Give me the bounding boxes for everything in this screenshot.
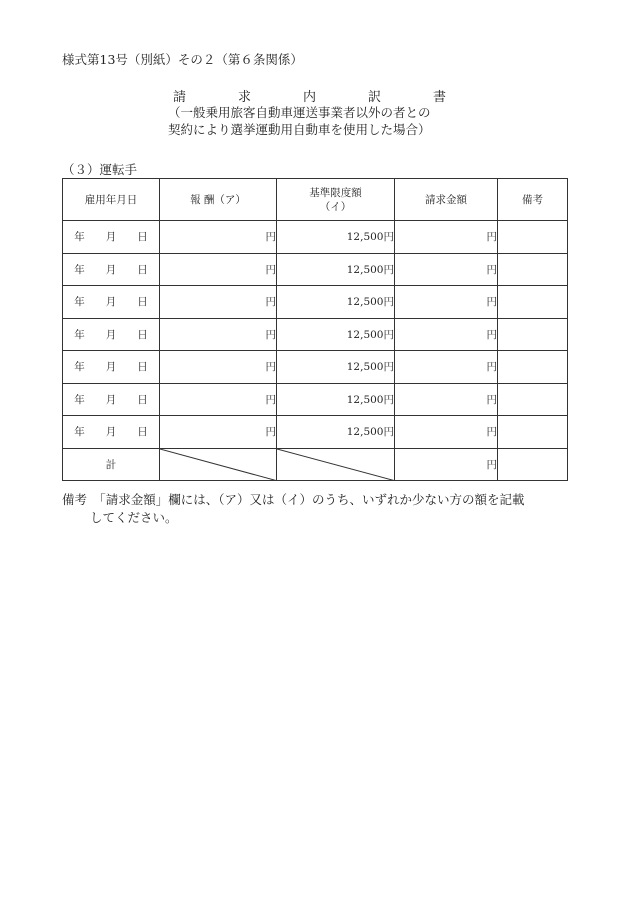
total-claim[interactable]: 円 [395, 448, 498, 481]
total-remarks[interactable] [498, 448, 568, 481]
total-remuneration-crossed-cell [160, 448, 277, 481]
cell-claim[interactable]: 円 [395, 221, 498, 254]
total-base-limit-crossed-cell [277, 448, 395, 481]
header-employment-date: 雇用年月日 [63, 179, 160, 221]
document-subtitle [168, 104, 431, 138]
cell-claim[interactable]: 円 [395, 286, 498, 319]
cell-base-limit: 12,500円 [277, 221, 395, 254]
total-label: 計 [63, 448, 160, 481]
cell-claim[interactable]: 円 [395, 416, 498, 449]
cell-date[interactable]: 年 月 日 [63, 351, 160, 384]
cell-remarks[interactable] [498, 416, 568, 449]
cell-remuneration[interactable]: 円 [160, 318, 277, 351]
cell-remarks[interactable] [498, 383, 568, 416]
table-row [63, 383, 568, 416]
table-row [63, 416, 568, 449]
footnote-line-1: 備考 「請求金額」欄には、（ア）又は（イ）のうち、いずれか少ない方の額を記載 [62, 492, 525, 507]
diagonal-strike [160, 449, 276, 481]
form-number: 様式第13号（別紙）その２（第６条関係） [62, 52, 303, 67]
cell-date[interactable]: 年 月 日 [63, 383, 160, 416]
cell-remuneration[interactable]: 円 [160, 351, 277, 384]
cell-remuneration[interactable]: 円 [160, 221, 277, 254]
document-title: 請 求 内 訳 書 [173, 90, 447, 105]
cell-remuneration[interactable]: 円 [160, 383, 277, 416]
cell-remuneration[interactable]: 円 [160, 286, 277, 319]
table-row [63, 318, 568, 351]
cell-remuneration[interactable]: 円 [160, 416, 277, 449]
cell-remuneration[interactable]: 円 [160, 253, 277, 286]
cell-date[interactable]: 年 月 日 [63, 253, 160, 286]
cell-base-limit: 12,500円 [277, 253, 395, 286]
header-base-limit [277, 179, 395, 221]
cell-remarks[interactable] [498, 351, 568, 384]
header-remarks: 備考 [498, 179, 568, 221]
header-base-limit-line-1: 基準限度額 [309, 186, 362, 199]
cell-claim[interactable]: 円 [395, 383, 498, 416]
cell-claim[interactable]: 円 [395, 253, 498, 286]
table-row [63, 253, 568, 286]
cell-date[interactable]: 年 月 日 [63, 318, 160, 351]
cell-date[interactable]: 年 月 日 [63, 416, 160, 449]
subtitle-line-1: （一般乗用旅客自動車運送事業者以外の者との [168, 105, 431, 120]
table-header-row [63, 179, 568, 221]
table-row [63, 221, 568, 254]
cell-base-limit: 12,500円 [277, 416, 395, 449]
header-remuneration: 報 酬（ア） [160, 179, 277, 221]
cell-base-limit: 12,500円 [277, 286, 395, 319]
cell-remarks[interactable] [498, 221, 568, 254]
footnote-line-2: してください。 [90, 510, 178, 525]
table-total-row [63, 448, 568, 481]
cell-remarks[interactable] [498, 253, 568, 286]
section-label: （３）運転手 [62, 162, 138, 177]
cell-remarks[interactable] [498, 318, 568, 351]
cell-base-limit: 12,500円 [277, 318, 395, 351]
cell-date[interactable]: 年 月 日 [63, 286, 160, 319]
cell-base-limit: 12,500円 [277, 351, 395, 384]
cell-base-limit: 12,500円 [277, 383, 395, 416]
cell-claim[interactable]: 円 [395, 351, 498, 384]
header-claim-amount: 請求金額 [395, 179, 498, 221]
table-row [63, 351, 568, 384]
cell-remarks[interactable] [498, 286, 568, 319]
subtitle-line-2: 契約により選挙運動用自動車を使用した場合） [168, 122, 431, 137]
breakdown-table [62, 178, 568, 481]
header-base-limit-line-2: （イ） [319, 200, 352, 213]
diagonal-strike [277, 449, 394, 481]
table-row [63, 286, 568, 319]
cell-claim[interactable]: 円 [395, 318, 498, 351]
cell-date[interactable]: 年 月 日 [63, 221, 160, 254]
